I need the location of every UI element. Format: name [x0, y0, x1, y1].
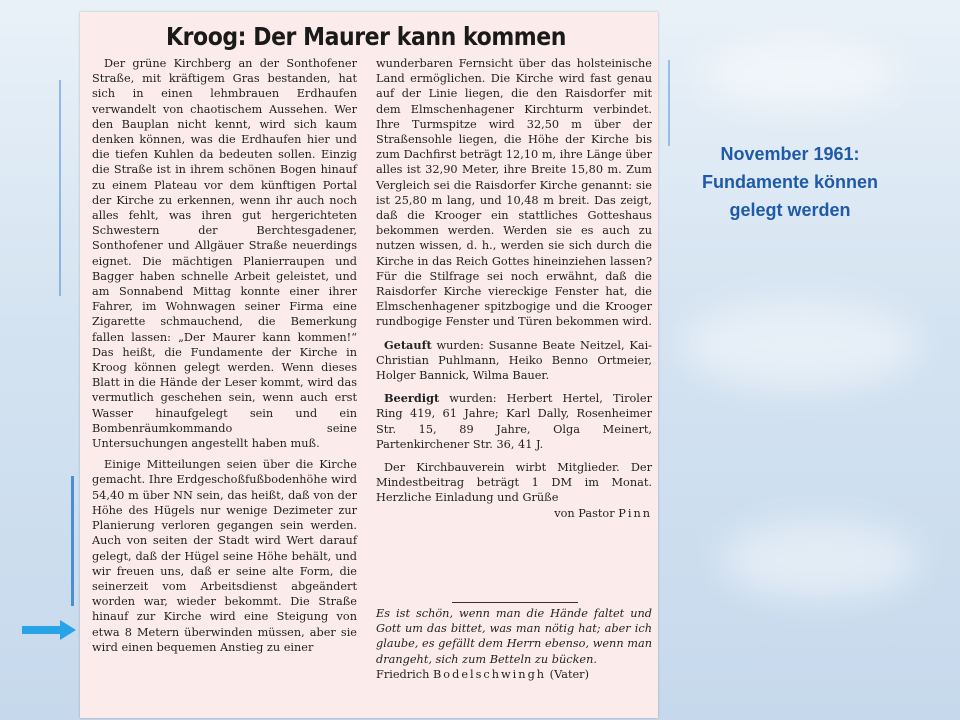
pastor-name: Pinn	[618, 506, 652, 520]
accent-line-left-bottom	[71, 476, 74, 606]
caption-line-3: gelegt werden	[729, 200, 851, 220]
quote-block	[376, 606, 652, 682]
burials-text: wurden: Herbert Hertel, Tiroler Ring 419, 61 Jahre; Karl Dally, Rosenheimer Str. 15, 89 Jahre, Olga Meinert, Partenkirchener Str. 36, 41 J.	[376, 392, 652, 451]
pastor-prefix: von Pastor	[554, 506, 619, 520]
quote-author-first: Friedrich	[376, 667, 433, 681]
quote-author-last: Bodelschwingh	[432, 667, 547, 681]
article-column-left	[92, 56, 357, 655]
baptisms-notice	[376, 338, 652, 384]
quote-text: Es ist schön, wenn man die Hände faltet und Gott um das bittet, was man nötig hat; aber ich glaube, es gefällt dem Herrn ebenso, wenn man drangeht, sich zum Betteln zu bücken.	[376, 607, 652, 666]
quote-author-suffix: (Vater)	[546, 667, 589, 681]
pastor-signoff	[376, 506, 652, 521]
article-paragraph-1: Der grüne Kirchberg an der Sonthofener Straße, mit kräftigem Gras bestanden, hat sich in einen lehmbrauen Erdhaufen verwandelt von chaotischem Aussehen. Wer den Bauplan nicht kennt, wird sich kaum denken können, was die Erdhaufen hier und die tiefen Kuhlen da bedeuten sollen. Einzig die Straße ist in ihrem schönen Bogen hinauf zu einem Plateau vor dem künftigen Portal der Kirche zu erkennen, wenn ihr auch noch alles fehlt, was ihren gut hergerichteten Schwestern der Berchtesgadener, Sonthofener und Allgäuer Straße neuerdings eignet. Die mächtigen Planierraupen und Bagger haben schnelle Arbeit geleistet, und am Sonnabend Mittag konnte einer ihrer Fahrer, im Wohnwagen seiner Firma eine Zigarette schmauchend, die Bemerkung fallen lassen: „Der Maurer kann kommen!“ Das heißt, die Fundamente der Kirche in Kroog können gelegt werden. Wenn dieses Blatt in die Hände der Leser kommt, wird das vermutlich geschehen sein, wenn auch erst Wasser hinaufgelegt sein und ein Bombenräumkommando seine Untersuchungen angestellt haben muß.	[92, 57, 357, 451]
right-arrow-icon	[22, 620, 76, 640]
accent-line-right	[668, 60, 670, 146]
newspaper-clipping	[80, 12, 658, 718]
slide-caption	[684, 140, 896, 224]
burials-label: Beerdigt	[384, 391, 440, 406]
headline: Kroog: Der Maurer kann kommen	[166, 22, 566, 51]
caption-line-2: Fundamente können	[701, 172, 878, 192]
caption-line-1: November 1961:	[720, 144, 860, 164]
accent-line-left-top	[59, 80, 61, 296]
quote-signature	[376, 667, 652, 682]
separator-line	[452, 602, 578, 603]
baptisms-label: Getauft	[384, 337, 432, 352]
baptisms-text: wurden: Susanne Beate Neitzel, Kai-Christian Puhlmann, Heiko Benno Ortmeier, Holger Bannick, Wilma Bauer.	[376, 338, 652, 383]
article-paragraph-2: Einige Mitteilungen seien über die Kirche gemacht. Ihre Erdgeschoßfußbodenhöhe wird 54,40 m über NN sein, das heißt, daß von der Höhe des Hügels nur wenige Dezimeter zur Planierung verloren gegangen sein werden. Auch von seiten der Stadt wird Wert darauf gelegt, daß der Hügel seine Höhe behält, und wir freuen uns, daß er seine alte Form, die seinerzeit vom Arbeitsdienst abgeändert worden war, wieder bekommt. Die Straße hinauf zur Kirche wird eine Steigung von etwa 8 Metern überwinden müssen, aber sie wird einen bequemen Anstieg zu einer	[92, 458, 357, 654]
article-paragraph-3: wunderbaren Fernsicht über das holsteinische Land ermöglichen. Die Kirche wird fast genau auf der Linie liegen, die den Raisdorfer mit dem Elmschenhagener Kirchturm verbindet. Ihre Turmspitze wird 32,50 m über der Straßensohle liegen, die Höhe der Kirche bis zum Dachfirst beträgt 12,10 m, ihre Länge über alles ist 32,90 Meter, ihre Breite 15,80 m. Zum Vergleich sei die Raisdorfer Kirche genannt: sie ist 25,80 m lang, und 10,48 m breit. Das zeigt, daß die Krooger ein stattliches Gotteshaus bekommen werden. Werden sie es auch zu nutzen wissen, d. h., werden sie sich durch die Kirche in das Reich Gottes hineinziehen lassen? Für die Stilfrage sei noch erwähnt, daß die Raisdorfer Kirche viereckige Fenster hat, die Elmschenhagener spitzbogige und die Krooger rundbogige Fenster und Türen bekommen wird.	[376, 57, 652, 329]
association-notice: Der Kirchbauverein wirbt Mitglieder. Der Mindestbeitrag beträgt 1 DM im Monat. Herzliche Einladung und Grüße	[376, 461, 652, 505]
burials-notice	[376, 391, 652, 452]
article-column-right	[376, 56, 652, 521]
